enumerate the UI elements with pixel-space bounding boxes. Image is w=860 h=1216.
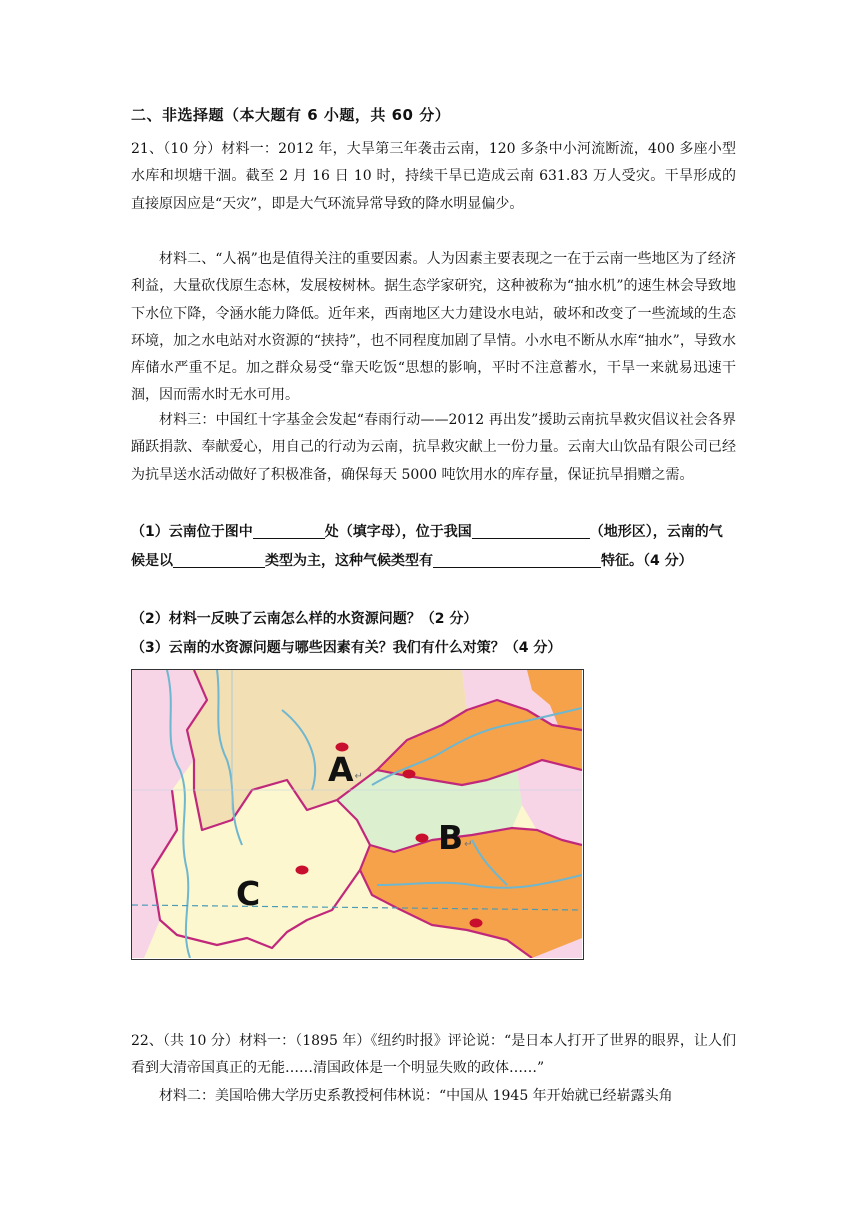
q1-text-c: （地形区），云南的气候是以	[131, 524, 723, 569]
q1-text-a: （1）云南位于图中	[131, 524, 253, 540]
city-dot-chongqing	[403, 770, 416, 779]
southwest-china-map	[131, 669, 584, 960]
q21-material-3: 材料三：中国红十字基金会发起“春雨行动——2012 再出发”援助云南抗旱救灾倡议社会各界踊跃捐款、奉献爱心，用自己的行动为云南，抗旱救灾献上一份力量。云南大山饮品有限公司已经为抗旱送水活动做好了积极准备，确保每天 5000 吨饮用水的库存量，保证抗旱捐赠之需。	[131, 412, 736, 483]
q21-question-2: （2）材料一反映了云南怎么样的水资源问题？（2 分）	[131, 611, 478, 627]
answer-blank-terrain[interactable]	[472, 522, 590, 539]
map-label-b: B↵	[438, 818, 473, 857]
q21-question-1	[131, 518, 736, 576]
answer-blank-climate-type[interactable]	[173, 551, 265, 568]
answer-blank-letter[interactable]	[253, 522, 325, 539]
q21-material-1: 21、（10 分）材料一：2012 年，大旱第三年袭击云南，120 多条中小河流断流，400 多座小型水库和坝塘干涸。截至 2 月 16 日 10 时，持续干旱已造成云南 631.83 万人受灾。干旱形成的直接原因应是“天灾”，即是大气环流异常导致的降水明显偏少。	[131, 141, 736, 212]
city-dot-nanning	[470, 919, 483, 928]
q1-text-b: 处（填字母），位于我国	[324, 524, 472, 540]
city-dot-c	[296, 866, 309, 875]
map-label-a: A↵	[328, 750, 363, 789]
q21-question-3: （3）云南的水资源问题与哪些因素有关？我们有什么对策？（4 分）	[131, 640, 562, 656]
q1-text-e: 特征。（4 分）	[601, 553, 693, 569]
q21-material-2: 材料二、“人祸”也是值得关注的重要因素。人为因素主要表现之一在于云南一些地区为了经济利益，大量砍伐原生态林，发展桉树林。据生态学家研究，这种被称为“抽水机”的速生林会导致地下水位下降，令涵水能力降低。近年来，西南地区大力建设水电站，破坏和改变了一些流域的生态环境，加之水电站对水资源的“挟持”，也不同程度加剧了旱情。小水电不断从水库“抽水”，导致水库储水严重不足。加之群众易受“靠天吃饭“思想的影响，平时不注意蓄水，干旱一来就易迅速干涸，因而需水时无水可用。	[131, 251, 736, 404]
answer-blank-climate-feature[interactable]	[433, 551, 601, 568]
map-graphic	[132, 670, 582, 958]
map-label-c: C	[236, 874, 261, 913]
q1-text-d: 类型为主，这种气候类型有	[265, 553, 433, 569]
q22-material-2: 材料二：美国哈佛大学历史系教授柯伟林说：“中国从 1945 年开始就已经崭露头角	[159, 1088, 673, 1104]
city-dot-b	[416, 834, 429, 843]
q22-material-1: 22、（共 10 分）材料一：（1895 年）《纽约时报》评论说：“是日本人打开了世界的眼界，让人们看到大清帝国真正的无能……清国政体是一个明显失败的政体……”	[131, 1033, 736, 1077]
section-title: 二、非选择题（本大题有 6 小题，共 60 分）	[131, 106, 451, 124]
